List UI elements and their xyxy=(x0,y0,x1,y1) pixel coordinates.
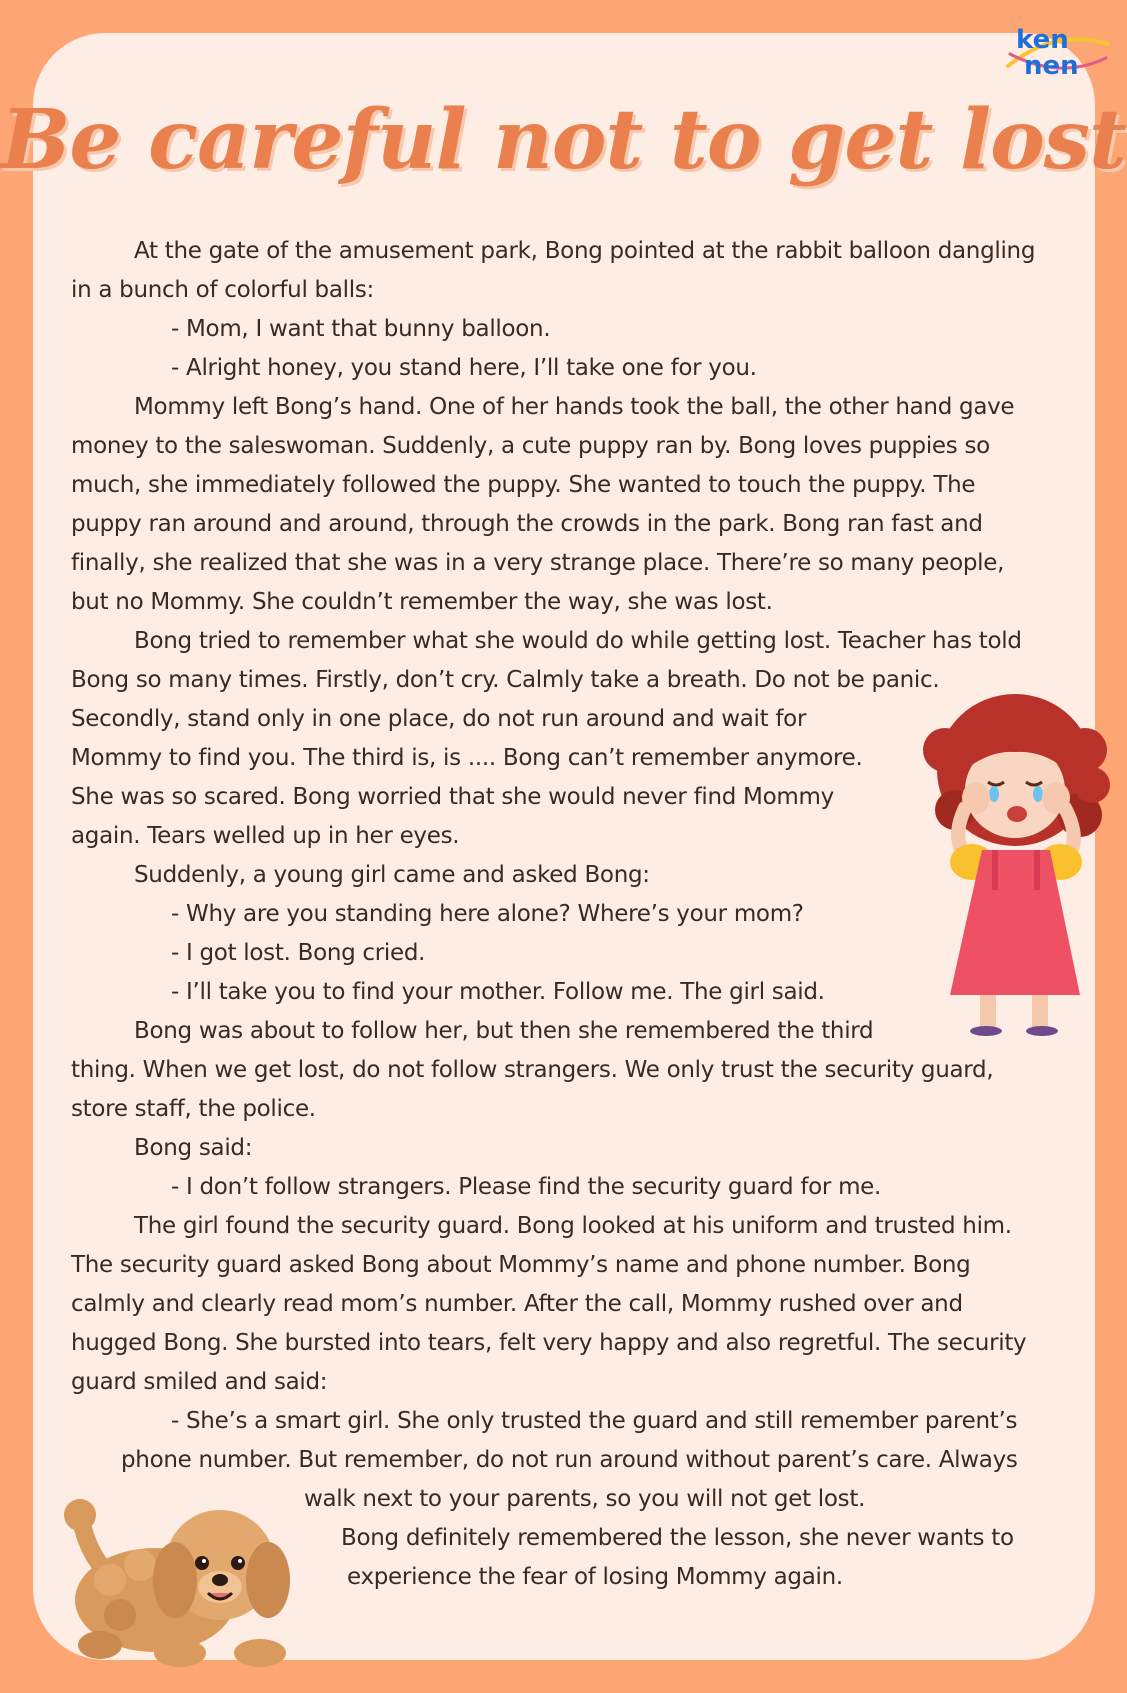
story-line: Bong so many times. Firstly, don’t cry. Calmly take a breath. Do not be panic. xyxy=(71,667,940,693)
story-line: The security guard asked Bong about Mommy’s name and phone number. Bong xyxy=(71,1252,971,1278)
story-line: Mommy to find you. The third is, is .... Bong can’t remember anymore. xyxy=(71,745,863,771)
story-line: - She’s a smart girl. She only trusted the guard and still remember parent’s xyxy=(171,1408,1018,1434)
story-line: The girl found the security guard. Bong looked at his uniform and trusted him. xyxy=(134,1213,1012,1239)
story-line: much, she immediately followed the puppy. She wanted to touch the puppy. The xyxy=(71,472,976,498)
story-title: Be careful not to get lost xyxy=(1,92,1126,188)
story-line: but no Mommy. She couldn’t remember the way, she was lost. xyxy=(71,589,773,615)
story-line: Bong definitely remembered the lesson, she never wants to xyxy=(341,1525,1014,1551)
story-line: Bong said: xyxy=(134,1135,253,1161)
puppy-illustration xyxy=(60,1485,310,1675)
story-line: - I don’t follow strangers. Please find the security guard for me. xyxy=(171,1174,882,1200)
story-line: - Alright honey, you stand here, I’ll take one for you. xyxy=(171,355,757,381)
story-line: in a bunch of colorful balls: xyxy=(71,277,374,303)
story-line: - Mom, I want that bunny balloon. xyxy=(171,316,551,342)
story-line: Suddenly, a young girl came and asked Bong: xyxy=(134,862,650,888)
story-line: Mommy left Bong’s hand. One of her hands took the ball, the other hand gave xyxy=(134,394,1015,420)
story-line: - I’ll take you to find your mother. Follow me. The girl said. xyxy=(171,979,825,1005)
story-line: - Why are you standing here alone? Where’s your mom? xyxy=(171,901,804,927)
story-line: experience the fear of losing Mommy again. xyxy=(347,1564,843,1590)
story-line: calmly and clearly read mom’s number. After the call, Mommy rushed over and xyxy=(71,1291,963,1317)
crying-girl-illustration xyxy=(920,690,1110,1040)
story-line: phone number. But remember, do not run around without parent’s care. Always xyxy=(121,1447,1018,1473)
logo-text-nen: nen xyxy=(1024,51,1079,81)
story-line: money to the saleswoman. Suddenly, a cute puppy ran by. Bong loves puppies so xyxy=(71,433,990,459)
story-line: guard smiled and said: xyxy=(71,1369,328,1395)
kennen-logo xyxy=(1000,14,1116,84)
story-line: hugged Bong. She bursted into tears, felt very happy and also regretful. The security xyxy=(71,1330,1027,1356)
story-line: She was so scared. Bong worried that she would never find Mommy xyxy=(71,784,834,810)
story-line: store staff, the police. xyxy=(71,1096,316,1122)
story-line: Bong was about to follow her, but then she remembered the third xyxy=(134,1018,874,1044)
story-line: Secondly, stand only in one place, do not run around and wait for xyxy=(71,706,807,732)
story-line: again. Tears welled up in her eyes. xyxy=(71,823,460,849)
story-line: thing. When we get lost, do not follow strangers. We only trust the security guard, xyxy=(71,1057,994,1083)
story-line: walk next to your parents, so you will not get lost. xyxy=(304,1486,866,1512)
story-line: Bong tried to remember what she would do while getting lost. Teacher has told xyxy=(134,628,1022,654)
story-line: finally, she realized that she was in a very strange place. There’re so many people, xyxy=(71,550,1005,576)
story-line: puppy ran around and around, through the crowds in the park. Bong ran fast and xyxy=(71,511,983,537)
story-line: At the gate of the amusement park, Bong pointed at the rabbit balloon dangling xyxy=(134,238,1036,264)
logo-text-ken: ken xyxy=(1016,25,1069,55)
story-line: - I got lost. Bong cried. xyxy=(171,940,426,966)
